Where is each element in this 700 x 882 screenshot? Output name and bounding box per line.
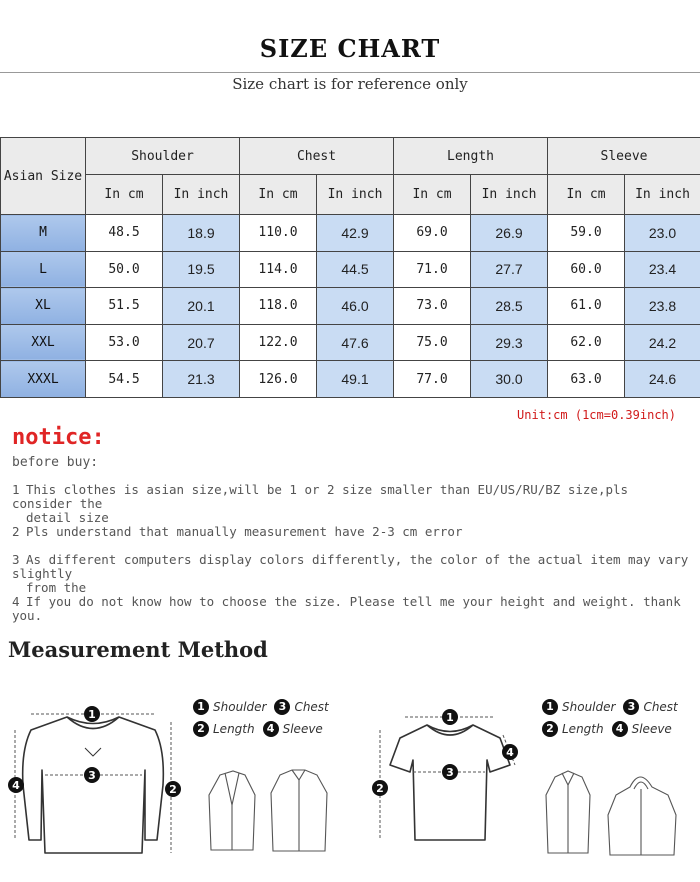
marker-4: 4 [506,746,514,759]
inch-value: 23.0 [625,215,700,252]
inch-value: 26.9 [471,215,548,252]
size-label: L [1,251,86,288]
inch-value: 46.0 [317,288,394,325]
inch-value: 49.1 [317,361,394,398]
inch-value: 20.1 [163,288,240,325]
inch-value: 28.5 [471,288,548,325]
notice-item: 3 As different computers display colors differently, the color of the actual item may vary slightly from the [12,552,689,595]
inch-value: 23.4 [625,251,700,288]
marker-2: 2 [376,782,384,795]
inch-value: 47.6 [317,324,394,361]
cm-value: 75.0 [394,324,471,361]
notice-item: 1 This clothes is asian size,will be 1 or 2 size smaller than EU/US/RU/BZ size,pls consider the detail size [12,482,629,525]
unit-header-cm: In cm [240,175,317,215]
cm-value: 126.0 [240,361,317,398]
group-header-chest: Chest [240,138,394,175]
page-title: SIZE CHART [259,34,441,63]
unit-header-inch: In inch [317,175,394,215]
marker-1: 1 [446,711,454,724]
cm-value: 50.0 [86,251,163,288]
title-divider [0,72,700,73]
legend-right: 1 Shoulder 3 Chest 2 Length 4 Sleeve [542,696,686,740]
group-header-length: Length [394,138,548,175]
inch-value: 23.8 [625,288,700,325]
cm-value: 63.0 [548,361,625,398]
size-label: XL [1,288,86,325]
inch-value: 24.2 [625,324,700,361]
unit-header-inch: In inch [625,175,700,215]
size-label: M [1,215,86,252]
cm-value: 53.0 [86,324,163,361]
marker-4: 4 [12,779,20,792]
legend-left: 1 Shoulder 3 Chest 2 Length 4 Sleeve [193,696,337,740]
table-row [1,215,700,252]
inch-value: 44.5 [317,251,394,288]
before-buy-label: before buy: [12,455,99,470]
cm-value: 69.0 [394,215,471,252]
measurement-method-title: Measurement Method [8,637,268,662]
inch-value: 21.3 [163,361,240,398]
cm-value: 59.0 [548,215,625,252]
cm-value: 61.0 [548,288,625,325]
unit-header-cm: In cm [394,175,471,215]
cm-value: 77.0 [394,361,471,398]
unit-header-cm: In cm [548,175,625,215]
cm-value: 118.0 [240,288,317,325]
cm-value: 71.0 [394,251,471,288]
cm-value: 48.5 [86,215,163,252]
size-label: XXXL [1,361,86,398]
inch-value: 27.7 [471,251,548,288]
cm-value: 54.5 [86,361,163,398]
inch-value: 18.9 [163,215,240,252]
asian-size-header: Asian Size [1,138,86,215]
group-header-sleeve: Sleeve [548,138,700,175]
page-subtitle: Size chart is for reference only [232,75,468,93]
inch-value: 20.7 [163,324,240,361]
notice-item: 4 If you do not know how to choose the size. Please tell me your height and weight. thank you. [12,594,681,623]
tshirt-diagram [365,690,535,875]
table-row [1,251,700,288]
size-chart-table [0,137,700,398]
inch-value: 19.5 [163,251,240,288]
cm-value: 122.0 [240,324,317,361]
group-header-shoulder: Shoulder [86,138,240,175]
cm-value: 62.0 [548,324,625,361]
size-label: XXL [1,324,86,361]
notice-title: notice: [12,425,105,450]
marker-3: 3 [88,769,96,782]
long-sleeve-diagram [5,690,190,875]
inch-value: 30.0 [471,361,548,398]
marker-3: 3 [446,766,454,779]
cm-value: 110.0 [240,215,317,252]
unit-header-inch: In inch [471,175,548,215]
cm-value: 51.5 [86,288,163,325]
unit-header-inch: In inch [163,175,240,215]
cm-value: 114.0 [240,251,317,288]
marker-1: 1 [88,708,96,721]
cm-value: 73.0 [394,288,471,325]
inch-value: 24.6 [625,361,700,398]
inch-value: 42.9 [317,215,394,252]
notice-item: 2 Pls understand that manually measurement have 2-3 cm error [12,524,463,539]
unit-note: Unit:cm (1cm=0.39inch) [517,408,676,422]
inch-value: 29.3 [471,324,548,361]
table-row [1,361,700,398]
hoodie-sketches-right [540,765,690,865]
cm-value: 60.0 [548,251,625,288]
coat-sketches-left [195,765,345,860]
unit-header-cm: In cm [86,175,163,215]
marker-2: 2 [169,783,177,796]
table-row [1,324,700,361]
table-row [1,288,700,325]
